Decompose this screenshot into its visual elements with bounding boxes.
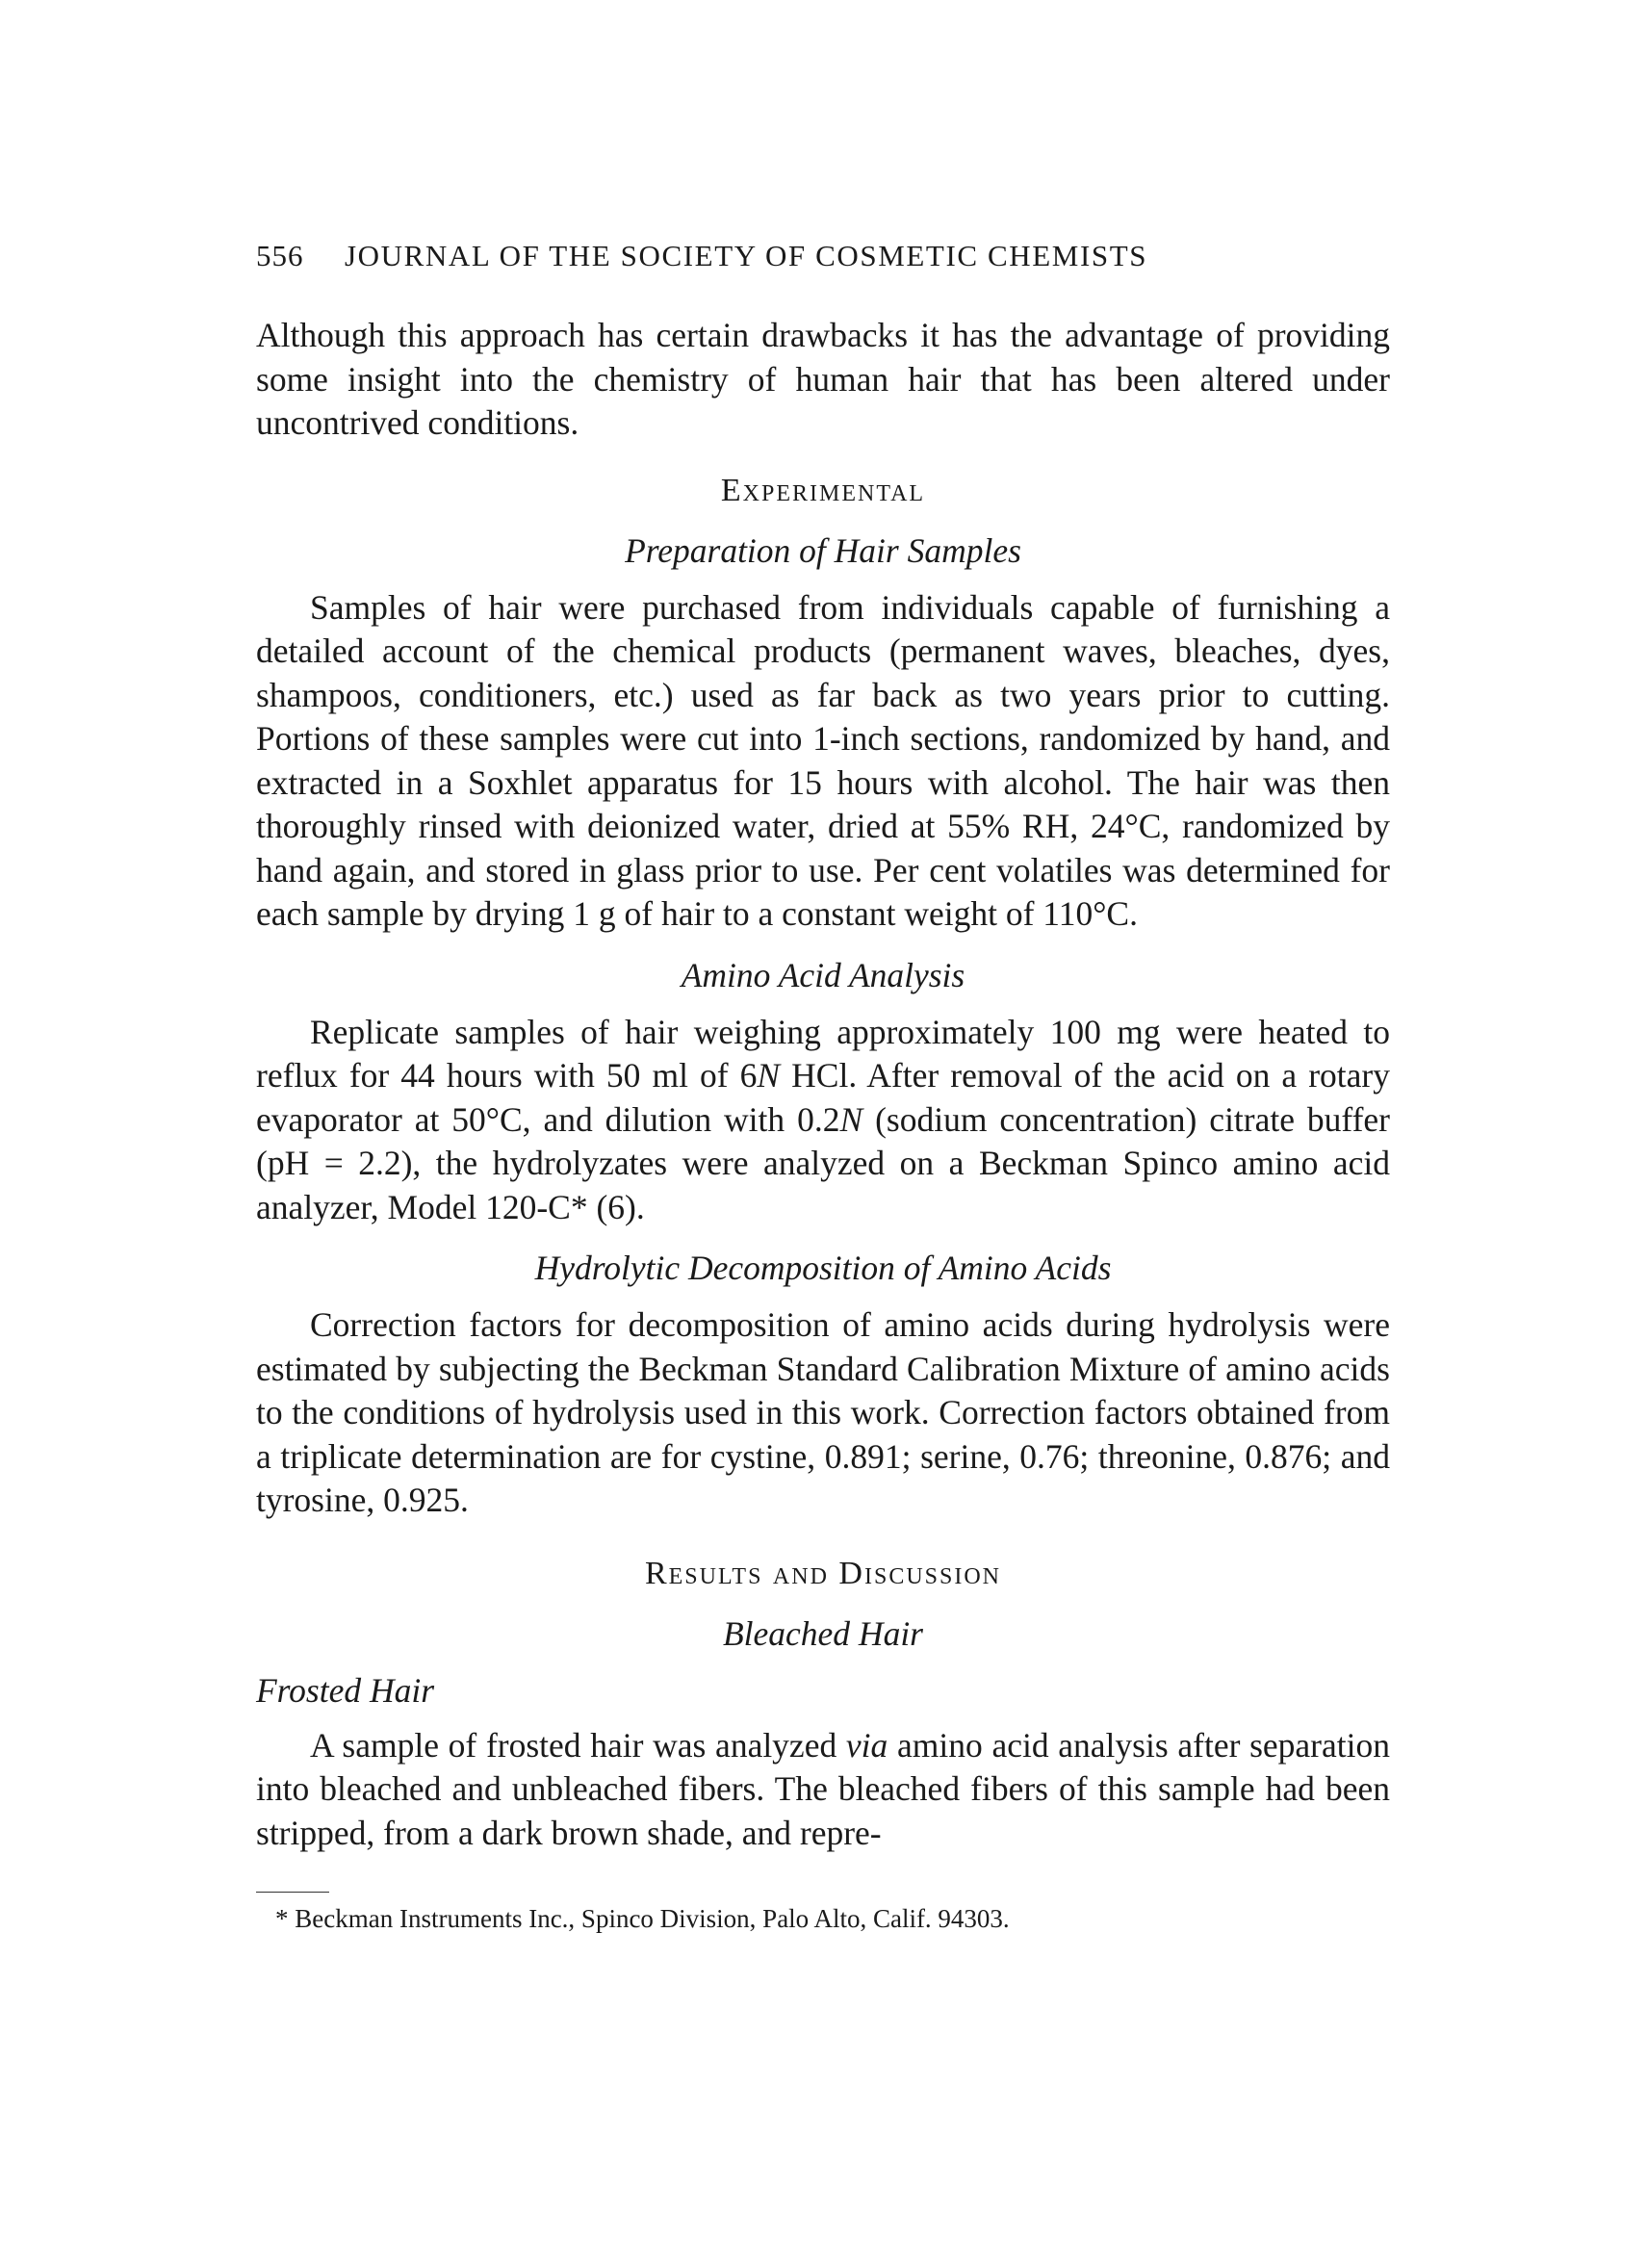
- page-number: 556: [256, 239, 304, 272]
- amino-text-c: (sodium concentration) citrate buffer (pH = 2.2), the hydrolyzates were analyzed on a Beckman Spinco amino acid analyzer, Model 120-C* (6).: [256, 1099, 1391, 1226]
- article-body: [256, 314, 1390, 1935]
- section-heading-results: Results and Discussion: [644, 1555, 1002, 1591]
- running-head: [256, 239, 1392, 277]
- via-italic: via: [845, 1725, 888, 1765]
- normality-symbol-1: N: [757, 1056, 781, 1095]
- amino-text-b: HCl. After removal of the acid on a rotary evaporator at 50°C, and dilution with 0.2: [256, 1056, 1390, 1139]
- paragraph-frosted-hair: [256, 1724, 1390, 1856]
- section-heading-experimental: Experimental: [720, 472, 926, 508]
- footnote-rule: [256, 1892, 329, 1893]
- intro-paragraph: Although this approach has certain drawbacks it has the advantage of providing some insight into the chemistry of human hair that has been altered under uncontrived conditions.: [256, 316, 1390, 442]
- paragraph-preparation: Samples of hair were purchased from individuals capable of furnishing a detailed account of the chemical products (permanent waves, bleaches, dyes, shampoos, conditioners, etc.) used as far back as two years prior to cutting. Portions of these samples were cut into 1-inch sections, randomized by hand, and extracted in a Soxhlet apparatus for 15 hours with alcohol. The hair was then thoroughly rinsed with deionized water, dried at 55% RH, 24°C, randomized by hand again, and stored in glass prior to use. Per cent volatiles was determined for each sample by drying 1 g of hair to a constant weight of 110°C.: [256, 587, 1390, 933]
- amino-text-a: Replicate samples of hair weighing approximately 100 mg were heated to reflux for 44 hours with 50 ml of 6: [256, 1012, 1390, 1095]
- frosted-text-a: A sample of frosted hair was analyzed: [310, 1725, 846, 1765]
- subheading-preparation: Preparation of Hair Samples: [625, 530, 1021, 570]
- paragraph-amino-acid-analysis: [256, 1011, 1390, 1230]
- subheading-bleached-hair: Bleached Hair: [722, 1613, 923, 1653]
- frosted-text-b: amino acid analysis after separation into bleached and unbleached fibers. The bleached fibers of this sample had been stripped, from a dark brown shade, and repre-: [256, 1725, 1390, 1852]
- subheading-amino-acid-analysis: Amino Acid Analysis: [681, 955, 965, 994]
- footnote: * Beckman Instruments Inc., Spinco Division, Palo Alto, Calif. 94303.: [275, 1904, 1010, 1933]
- paragraph-hydrolytic-decomposition: Correction factors for decomposition of amino acids during hydrolysis were estimated by subjecting the Beckman Standard Calibration Mixture of amino acids to the conditions of hydrolysis used in this work. Correction factors obtained from a triplicate determination are for cystine, 0.891; serine, 0.76; threonine, 0.876; and tyrosine, 0.925.: [256, 1305, 1390, 1519]
- journal-title: JOURNAL OF THE SOCIETY OF COSMETIC CHEMISTS: [345, 239, 1148, 272]
- subheading-hydrolytic-decomposition: Hydrolytic Decomposition of Amino Acids: [534, 1249, 1112, 1287]
- normality-symbol-2: N: [839, 1099, 863, 1139]
- subheading-frosted-hair: Frosted Hair: [256, 1670, 435, 1710]
